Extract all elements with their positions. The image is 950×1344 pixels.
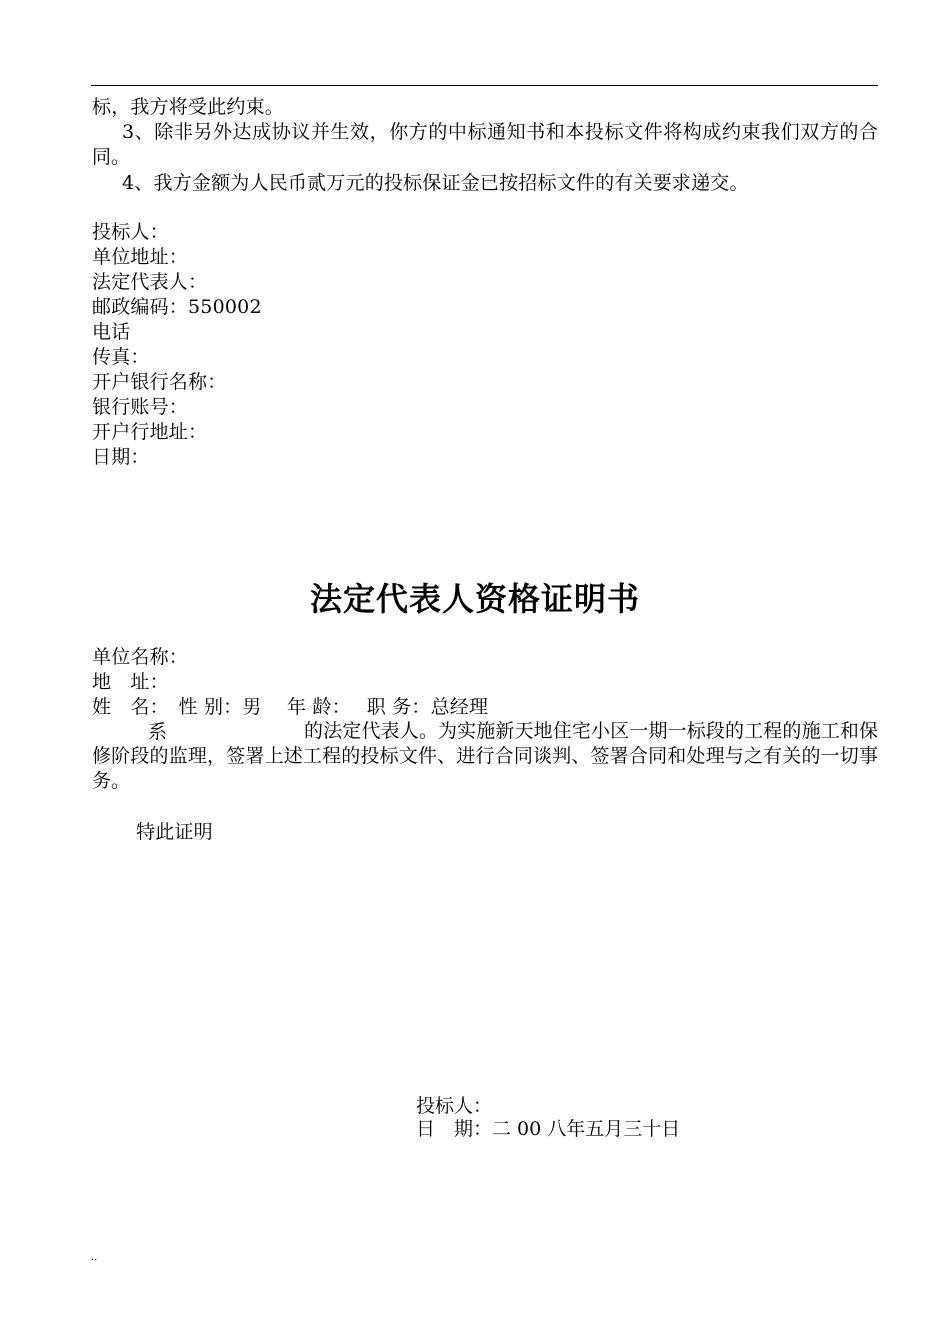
unit-address-label: 单位地址：	[92, 246, 189, 268]
closing-statement: 特此证明	[136, 821, 213, 843]
clause-4: 4、我方金额为人民币贰万元的投标保证金已按招标文件的有关要求递交。	[122, 172, 749, 194]
signature-date: 日 期：二 00 八年五月三十日	[416, 1118, 681, 1140]
date-label: 日期：	[92, 446, 150, 468]
postal-code-label: 邮政编码：550002	[92, 296, 262, 318]
bank-name-label: 开户银行名称：	[92, 371, 227, 393]
header-rule	[91, 85, 878, 86]
person-details: 姓 名： 性 别：男 年 龄： 职 务：总经理	[92, 696, 489, 718]
certificate-body: 的法定代表人。为实施新天地住宅小区一期一标段的工程的施工和保修阶段的监理，签署上述工程的投标文件、进行合同谈判、签署合同和处理与之有关的一切事务。	[92, 720, 878, 792]
text-line-binding: 标，我方将受此约束。	[92, 96, 285, 118]
legal-rep-label: 法定代表人：	[92, 271, 208, 293]
bank-account-label: 银行账号：	[92, 396, 189, 418]
bidder-label: 投标人：	[92, 221, 169, 243]
address-label: 地 址：	[92, 671, 169, 693]
clause-3: 3、除非另外达成协议并生效，你方的中标通知书和本投标文件将构成约束我们双方的合同。	[92, 121, 878, 168]
certificate-title: 法定代表人资格证明书	[309, 580, 640, 618]
body-prefix: 系	[148, 721, 168, 743]
phone-label: 电话	[92, 321, 131, 343]
fax-label: 传真：	[92, 346, 150, 368]
bank-address-label: 开户行地址：	[92, 421, 208, 443]
signer-label: 投标人：	[416, 1095, 493, 1117]
unit-name-label: 单位名称：	[92, 646, 189, 668]
page-footer-mark: ..	[91, 1252, 98, 1263]
